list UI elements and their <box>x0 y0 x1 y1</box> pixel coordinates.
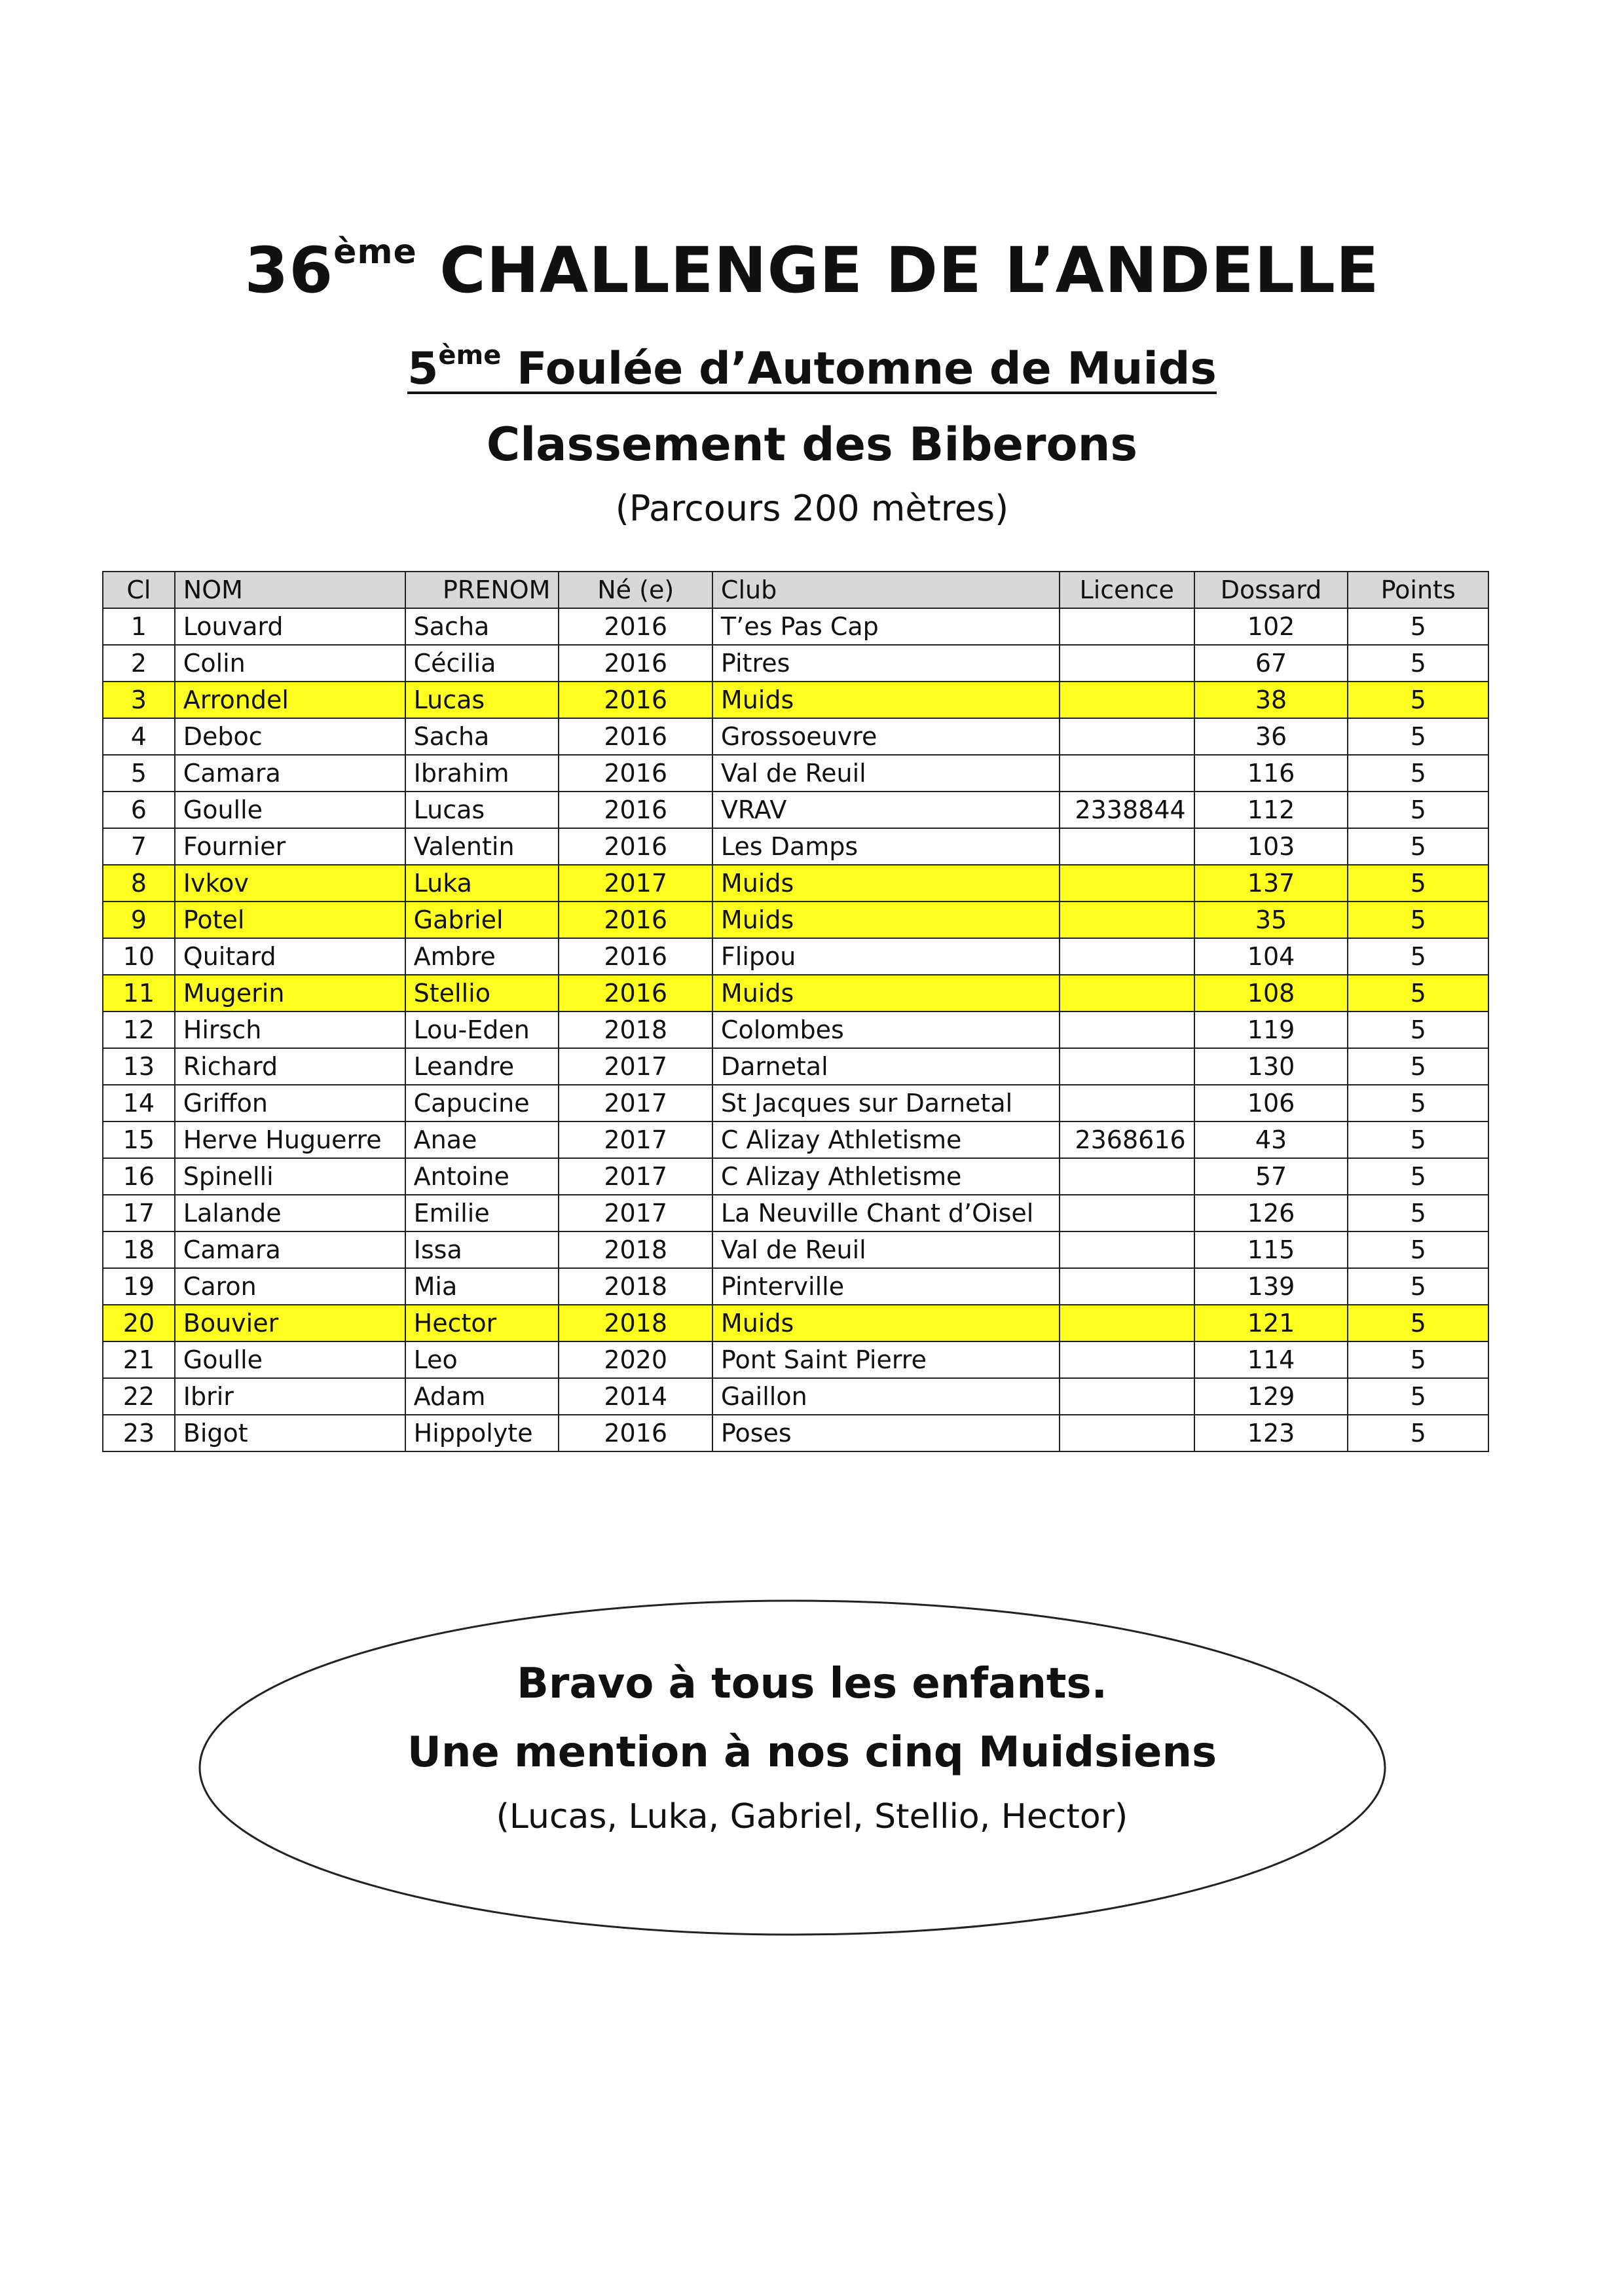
cell-ne: 2016 <box>559 682 712 718</box>
cell-cl: 22 <box>103 1378 175 1415</box>
cell-club: Grossoeuvre <box>712 718 1060 755</box>
cell-points: 5 <box>1348 1415 1488 1451</box>
cell-prenom: Lucas <box>405 792 559 828</box>
column-header-points: Points <box>1348 572 1488 608</box>
cell-nom: Ibrir <box>175 1378 405 1415</box>
cell-dossard: 106 <box>1194 1085 1348 1121</box>
cell-club: Muids <box>712 1305 1060 1341</box>
column-header-dossard: Dossard <box>1194 572 1348 608</box>
cell-cl: 18 <box>103 1231 175 1268</box>
cell-dossard: 139 <box>1194 1268 1348 1305</box>
cell-cl: 1 <box>103 608 175 645</box>
cell-prenom: Ibrahim <box>405 755 559 792</box>
cell-cl: 12 <box>103 1011 175 1048</box>
table-row <box>103 792 1488 828</box>
cell-prenom: Hector <box>405 1305 559 1341</box>
cell-dossard: 43 <box>1194 1121 1348 1158</box>
cell-points: 5 <box>1348 1195 1488 1231</box>
cell-nom: Richard <box>175 1048 405 1085</box>
column-header-licence: Licence <box>1060 572 1194 608</box>
cell-cl: 9 <box>103 902 175 938</box>
table-row <box>103 1231 1488 1268</box>
cell-club: Poses <box>712 1415 1060 1451</box>
cell-dossard: 116 <box>1194 755 1348 792</box>
cell-prenom: Antoine <box>405 1158 559 1195</box>
cell-club: Pont Saint Pierre <box>712 1341 1060 1378</box>
table-row <box>103 1195 1488 1231</box>
cell-club: Pitres <box>712 645 1060 682</box>
subtitle-superscript: ème <box>438 340 502 371</box>
table-row <box>103 1268 1488 1305</box>
congratulations-line: Bravo à tous les enfants. <box>517 1660 1107 1708</box>
event-subtitle-underlined <box>407 340 1217 395</box>
cell-ne: 2016 <box>559 755 712 792</box>
cell-ne: 2016 <box>559 608 712 645</box>
cell-dossard: 137 <box>1194 865 1348 902</box>
cell-club: C Alizay Athletisme <box>712 1121 1060 1158</box>
cell-club: Muids <box>712 682 1060 718</box>
cell-points: 5 <box>1348 608 1488 645</box>
title-number: 36 <box>244 234 334 307</box>
cell-prenom: Gabriel <box>405 902 559 938</box>
cell-dossard: 36 <box>1194 718 1348 755</box>
table-row <box>103 1415 1488 1451</box>
cell-club: Val de Reuil <box>712 755 1060 792</box>
cell-prenom: Sacha <box>405 718 559 755</box>
cell-nom: Caron <box>175 1268 405 1305</box>
cell-licence <box>1060 1415 1194 1451</box>
cell-nom: Deboc <box>175 718 405 755</box>
cell-dossard: 35 <box>1194 902 1348 938</box>
cell-ne: 2020 <box>559 1341 712 1378</box>
cell-licence: 2368616 <box>1060 1121 1194 1158</box>
cell-ne: 2014 <box>559 1378 712 1415</box>
cell-cl: 15 <box>103 1121 175 1158</box>
column-header-cl: Cl <box>103 572 175 608</box>
mention-line: Une mention à nos cinq Muidsiens <box>407 1728 1217 1777</box>
table-row <box>103 1011 1488 1048</box>
cell-licence <box>1060 608 1194 645</box>
cell-points: 5 <box>1348 1268 1488 1305</box>
cell-points: 5 <box>1348 902 1488 938</box>
cell-points: 5 <box>1348 792 1488 828</box>
cell-dossard: 108 <box>1194 975 1348 1011</box>
cell-club: Val de Reuil <box>712 1231 1060 1268</box>
cell-points: 5 <box>1348 1378 1488 1415</box>
cell-nom: Goulle <box>175 1341 405 1378</box>
cell-cl: 13 <box>103 1048 175 1085</box>
cell-club: C Alizay Athletisme <box>712 1158 1060 1195</box>
table-row <box>103 1305 1488 1341</box>
cell-dossard: 112 <box>1194 792 1348 828</box>
table-header-row <box>103 572 1488 608</box>
column-header-ne: Né (e) <box>559 572 712 608</box>
cell-club: St Jacques sur Darnetal <box>712 1085 1060 1121</box>
cell-club: Darnetal <box>712 1048 1060 1085</box>
cell-nom: Lalande <box>175 1195 405 1231</box>
cell-prenom: Stellio <box>405 975 559 1011</box>
title-superscript: ème <box>333 232 417 272</box>
cell-points: 5 <box>1348 1048 1488 1085</box>
cell-licence <box>1060 1085 1194 1121</box>
column-header-prenom: PRENOM <box>405 572 559 608</box>
cell-ne: 2017 <box>559 1195 712 1231</box>
table-row <box>103 902 1488 938</box>
cell-ne: 2016 <box>559 938 712 975</box>
cell-dossard: 38 <box>1194 682 1348 718</box>
cell-licence <box>1060 902 1194 938</box>
cell-dossard: 102 <box>1194 608 1348 645</box>
cell-dossard: 115 <box>1194 1231 1348 1268</box>
cell-points: 5 <box>1348 718 1488 755</box>
cell-prenom: Anae <box>405 1121 559 1158</box>
cell-prenom: Lou-Eden <box>405 1011 559 1048</box>
cell-licence <box>1060 645 1194 682</box>
cell-points: 5 <box>1348 828 1488 865</box>
table-row <box>103 1121 1488 1158</box>
cell-licence <box>1060 1305 1194 1341</box>
cell-licence <box>1060 1195 1194 1231</box>
cell-nom: Arrondel <box>175 682 405 718</box>
column-header-club: Club <box>712 572 1060 608</box>
column-header-nom: NOM <box>175 572 405 608</box>
cell-dossard: 129 <box>1194 1378 1348 1415</box>
table-row <box>103 828 1488 865</box>
cell-ne: 2017 <box>559 1085 712 1121</box>
event-subtitle <box>0 340 1624 395</box>
cell-club: Les Damps <box>712 828 1060 865</box>
subtitle-number: 5 <box>407 343 439 395</box>
cell-prenom: Ambre <box>405 938 559 975</box>
cell-ne: 2016 <box>559 828 712 865</box>
cell-licence <box>1060 1158 1194 1195</box>
cell-prenom: Lucas <box>405 682 559 718</box>
title-text: CHALLENGE DE L’ANDELLE <box>439 234 1380 307</box>
mentioned-names: (Lucas, Luka, Gabriel, Stellio, Hector) <box>496 1797 1128 1836</box>
cell-cl: 10 <box>103 938 175 975</box>
cell-dossard: 67 <box>1194 645 1348 682</box>
cell-ne: 2016 <box>559 975 712 1011</box>
cell-nom: Camara <box>175 1231 405 1268</box>
cell-points: 5 <box>1348 1158 1488 1195</box>
cell-points: 5 <box>1348 938 1488 975</box>
cell-cl: 21 <box>103 1341 175 1378</box>
cell-nom: Quitard <box>175 938 405 975</box>
cell-points: 5 <box>1348 1305 1488 1341</box>
cell-nom: Camara <box>175 755 405 792</box>
cell-nom: Bigot <box>175 1415 405 1451</box>
cell-nom: Louvard <box>175 608 405 645</box>
cell-nom: Hirsch <box>175 1011 405 1048</box>
cell-dossard: 121 <box>1194 1305 1348 1341</box>
cell-nom: Potel <box>175 902 405 938</box>
table-row <box>103 975 1488 1011</box>
cell-ne: 2016 <box>559 1415 712 1451</box>
subtitle-text: Foulée d’Automne de Muids <box>517 343 1217 395</box>
cell-cl: 11 <box>103 975 175 1011</box>
cell-ne: 2018 <box>559 1305 712 1341</box>
cell-cl: 20 <box>103 1305 175 1341</box>
cell-dossard: 126 <box>1194 1195 1348 1231</box>
cell-club: T’es Pas Cap <box>712 608 1060 645</box>
table-row <box>103 1341 1488 1378</box>
cell-licence <box>1060 718 1194 755</box>
cell-cl: 23 <box>103 1415 175 1451</box>
cell-nom: Goulle <box>175 792 405 828</box>
cell-licence <box>1060 938 1194 975</box>
cell-prenom: Issa <box>405 1231 559 1268</box>
cell-dossard: 104 <box>1194 938 1348 975</box>
table-row <box>103 1158 1488 1195</box>
cell-ne: 2018 <box>559 1268 712 1305</box>
cell-dossard: 103 <box>1194 828 1348 865</box>
cell-ne: 2018 <box>559 1231 712 1268</box>
cell-licence <box>1060 865 1194 902</box>
cell-ne: 2016 <box>559 718 712 755</box>
cell-licence <box>1060 975 1194 1011</box>
table-row <box>103 865 1488 902</box>
cell-club: Pinterville <box>712 1268 1060 1305</box>
cell-points: 5 <box>1348 1121 1488 1158</box>
cell-points: 5 <box>1348 1231 1488 1268</box>
cell-nom: Ivkov <box>175 865 405 902</box>
cell-licence <box>1060 1341 1194 1378</box>
cell-club: La Neuville Chant d’Oisel <box>712 1195 1060 1231</box>
cell-dossard: 114 <box>1194 1341 1348 1378</box>
cell-cl: 19 <box>103 1268 175 1305</box>
cell-club: Muids <box>712 902 1060 938</box>
cell-licence <box>1060 828 1194 865</box>
cell-prenom: Emilie <box>405 1195 559 1231</box>
cell-ne: 2016 <box>559 645 712 682</box>
cell-ne: 2017 <box>559 865 712 902</box>
cell-ne: 2017 <box>559 1158 712 1195</box>
cell-licence <box>1060 1378 1194 1415</box>
table-row <box>103 1085 1488 1121</box>
cell-nom: Fournier <box>175 828 405 865</box>
cell-prenom: Cécilia <box>405 645 559 682</box>
cell-prenom: Sacha <box>405 608 559 645</box>
ranking-heading: Classement des Biberons <box>486 418 1138 471</box>
cell-cl: 5 <box>103 755 175 792</box>
cell-club: VRAV <box>712 792 1060 828</box>
course-distance: (Parcours 200 mètres) <box>615 488 1009 529</box>
table-row <box>103 1378 1488 1415</box>
table-row <box>103 608 1488 645</box>
cell-dossard: 123 <box>1194 1415 1348 1451</box>
cell-points: 5 <box>1348 682 1488 718</box>
cell-licence <box>1060 1268 1194 1305</box>
cell-nom: Herve Huguerre <box>175 1121 405 1158</box>
cell-club: Flipou <box>712 938 1060 975</box>
cell-prenom: Hippolyte <box>405 1415 559 1451</box>
cell-ne: 2017 <box>559 1121 712 1158</box>
cell-points: 5 <box>1348 755 1488 792</box>
table-row <box>103 938 1488 975</box>
table-row <box>103 1048 1488 1085</box>
cell-cl: 14 <box>103 1085 175 1121</box>
cell-cl: 2 <box>103 645 175 682</box>
cell-club: Colombes <box>712 1011 1060 1048</box>
cell-points: 5 <box>1348 975 1488 1011</box>
cell-points: 5 <box>1348 1011 1488 1048</box>
cell-prenom: Leandre <box>405 1048 559 1085</box>
cell-ne: 2017 <box>559 1048 712 1085</box>
cell-ne: 2016 <box>559 792 712 828</box>
cell-nom: Spinelli <box>175 1158 405 1195</box>
results-table <box>102 571 1489 1452</box>
table-row <box>103 755 1488 792</box>
cell-dossard: 130 <box>1194 1048 1348 1085</box>
cell-prenom: Valentin <box>405 828 559 865</box>
cell-licence <box>1060 1011 1194 1048</box>
table-row <box>103 682 1488 718</box>
main-title <box>0 232 1624 307</box>
cell-club: Muids <box>712 975 1060 1011</box>
cell-licence <box>1060 755 1194 792</box>
cell-dossard: 57 <box>1194 1158 1348 1195</box>
cell-prenom: Mia <box>405 1268 559 1305</box>
cell-ne: 2018 <box>559 1011 712 1048</box>
cell-licence <box>1060 1231 1194 1268</box>
cell-prenom: Leo <box>405 1341 559 1378</box>
cell-club: Gaillon <box>712 1378 1060 1415</box>
cell-points: 5 <box>1348 645 1488 682</box>
cell-club: Muids <box>712 865 1060 902</box>
cell-cl: 6 <box>103 792 175 828</box>
cell-points: 5 <box>1348 865 1488 902</box>
cell-prenom: Luka <box>405 865 559 902</box>
table-row <box>103 645 1488 682</box>
cell-cl: 16 <box>103 1158 175 1195</box>
cell-dossard: 119 <box>1194 1011 1348 1048</box>
cell-nom: Bouvier <box>175 1305 405 1341</box>
cell-points: 5 <box>1348 1085 1488 1121</box>
cell-cl: 7 <box>103 828 175 865</box>
cell-nom: Griffon <box>175 1085 405 1121</box>
cell-cl: 17 <box>103 1195 175 1231</box>
cell-licence <box>1060 682 1194 718</box>
cell-licence: 2338844 <box>1060 792 1194 828</box>
cell-nom: Mugerin <box>175 975 405 1011</box>
cell-prenom: Adam <box>405 1378 559 1415</box>
cell-cl: 4 <box>103 718 175 755</box>
cell-licence <box>1060 1048 1194 1085</box>
cell-ne: 2016 <box>559 902 712 938</box>
cell-cl: 8 <box>103 865 175 902</box>
cell-nom: Colin <box>175 645 405 682</box>
cell-cl: 3 <box>103 682 175 718</box>
cell-prenom: Capucine <box>405 1085 559 1121</box>
table-row <box>103 718 1488 755</box>
cell-points: 5 <box>1348 1341 1488 1378</box>
